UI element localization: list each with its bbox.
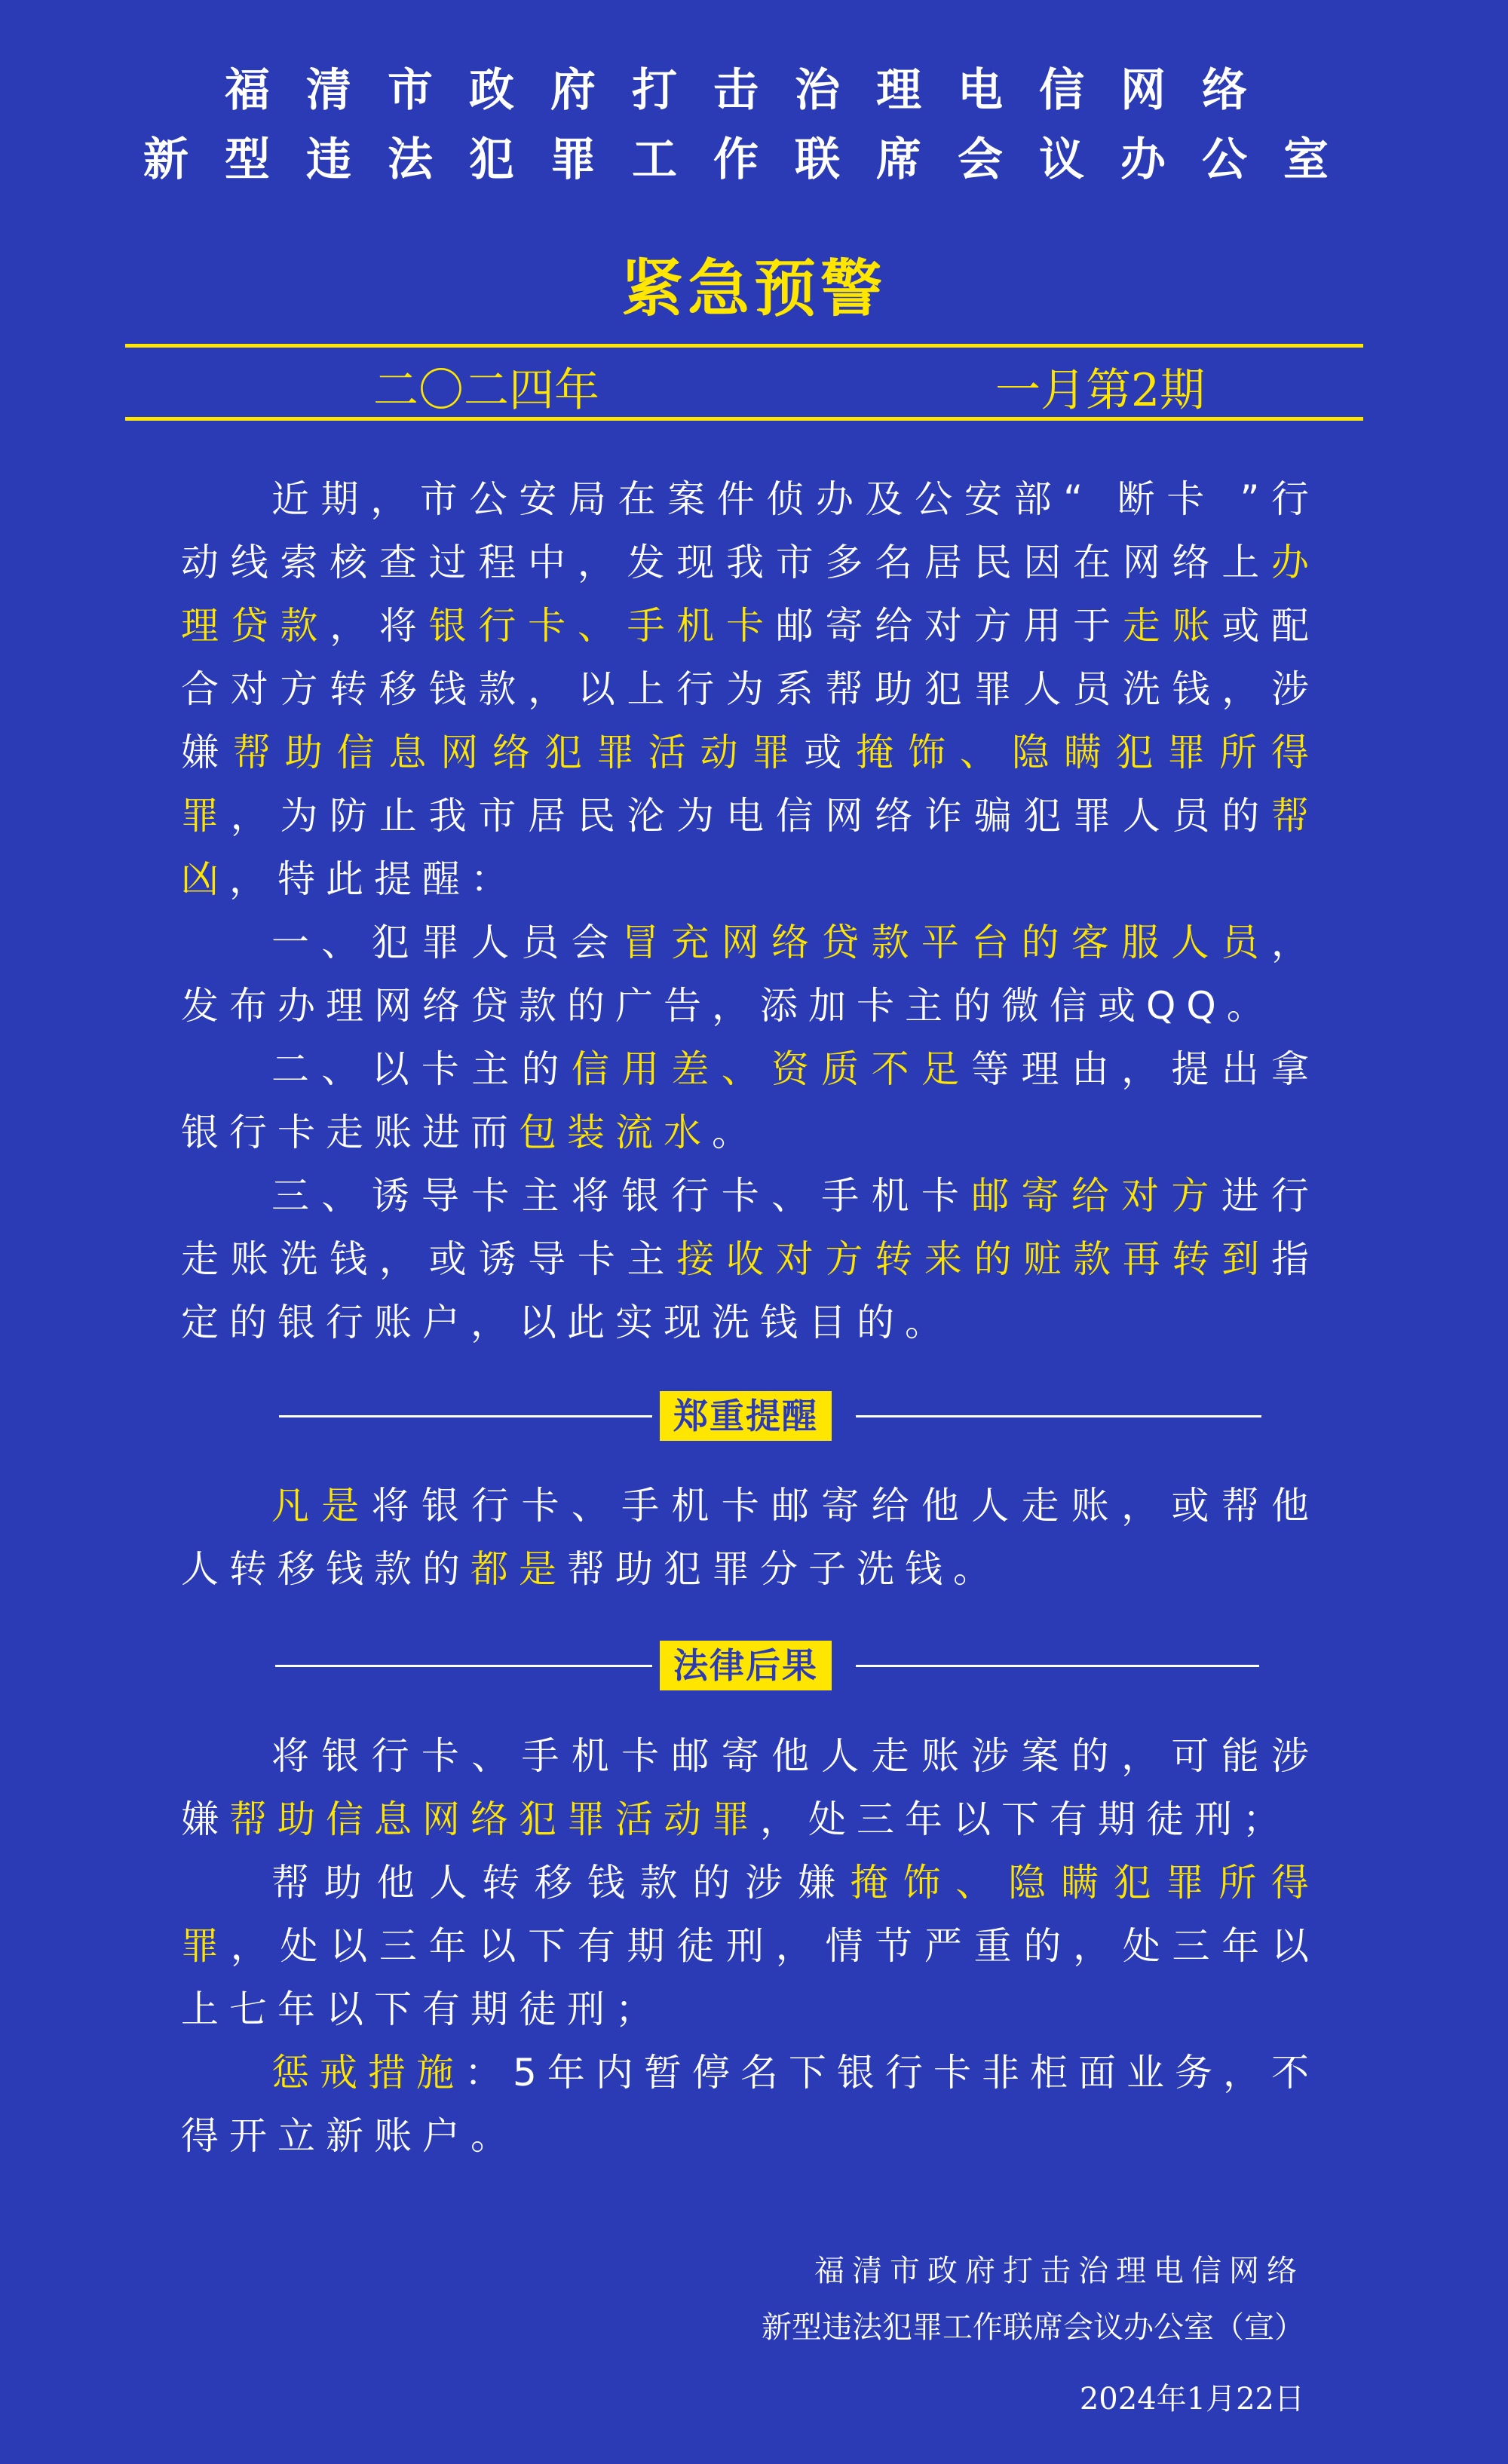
- legal-paragraph-1: 将银行卡、手机卡邮寄他人走账涉案的，可能涉嫌帮助信息网络犯罪活动罪，处三年以下有期徒刑；: [181, 1734, 1320, 1841]
- page-title: 紧急预警: [621, 253, 887, 325]
- section-rule-left: [279, 1415, 652, 1417]
- issuer-line-2: 新型违法犯罪工作联席会议办公室: [143, 133, 1365, 186]
- legal-body: [181, 1724, 1320, 2168]
- intro-paragraph: 近期，市公安局在案件侦办及公安部“ 断卡 ”行动线索核查过程中，发现我市多名居民因在网络上办理贷款，将银行卡、手机卡邮寄给对方用于走账或配合对方转移钱款，以上行为系帮助犯罪人员洗钱，涉嫌帮助信息网络犯罪活动罪或掩饰、隐瞒犯罪所得罪，为防止我市居民沦为电信网络诈骗犯罪人员的帮凶，特此提醒：: [181, 477, 1320, 901]
- reminder-body: [181, 1474, 1320, 1601]
- legal-paragraph-2: 帮助他人转移钱款的涉嫌掩饰、隐瞒犯罪所得罪，处以三年以下有期徒刑，情节严重的，处三年以上七年以下有期徒刑；: [181, 1861, 1320, 2031]
- section-badge-reminder: 郑重提醒: [660, 1391, 832, 1441]
- warning-body: [181, 467, 1320, 1354]
- section-badge-legal: 法律后果: [660, 1641, 832, 1690]
- section-rule-left: [275, 1665, 652, 1667]
- issuer-line-1: 福清市政府打击治理电信网络: [225, 64, 1283, 117]
- point-one: 一、犯罪人员会冒充网络贷款平台的客服人员，发布办理网络贷款的广告，添加卡主的微信或QQ。: [181, 921, 1320, 1028]
- section-rule-right: [856, 1415, 1261, 1417]
- issue-number: 一月第2期: [995, 364, 1206, 417]
- point-three: 三、诱导卡主将银行卡、手机卡邮寄给对方进行走账洗钱，或诱导卡主接收对方转来的赃款再转到指定的银行账户，以此实现洗钱目的。: [181, 1174, 1320, 1344]
- footer-date: 2024年1月22日: [1079, 2382, 1304, 2416]
- footer-issuer-1: 福清市政府打击治理电信网络: [814, 2254, 1304, 2288]
- reminder-paragraph: 凡是将银行卡、手机卡邮寄给他人走账，或帮他人转移钱款的都是帮助犯罪分子洗钱。: [181, 1484, 1320, 1591]
- section-rule-right: [856, 1665, 1259, 1667]
- point-two: 二、以卡主的信用差、资质不足等理由，提出拿银行卡走账进而包装流水。: [181, 1047, 1320, 1154]
- issue-divider: [125, 417, 1363, 421]
- footer-issuer-2: 新型违法犯罪工作联席会议办公室（宣）: [762, 2310, 1304, 2345]
- legal-paragraph-3: 惩戒措施：5年内暂停名下银行卡非柜面业务，不得开立新账户。: [181, 2051, 1320, 2158]
- issue-year: 二〇二四年: [373, 364, 599, 417]
- top-divider: [125, 344, 1363, 348]
